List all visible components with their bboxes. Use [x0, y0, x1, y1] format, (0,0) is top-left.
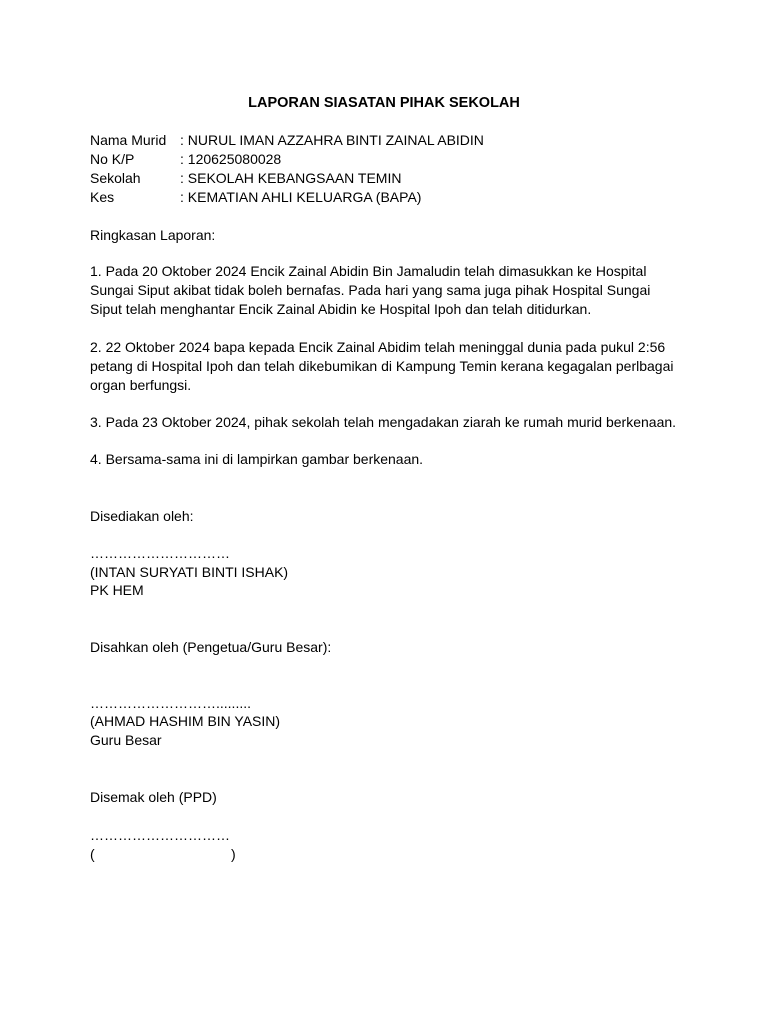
paragraph-line: organ berfungsi. [90, 377, 192, 393]
paragraph-4 [90, 450, 690, 469]
prepared-by-signature-line: ………………………… [90, 545, 230, 561]
summary-heading: Ringkasan Laporan: [90, 227, 216, 243]
prepared-by-name: (INTAN SURYATI BINTI ISHAK) [90, 564, 289, 580]
document-title: LAPORAN SIASATAN PIHAK SEKOLAH [248, 95, 520, 111]
paragraph-line: 3. Pada 23 Oktober 2024, pihak sekolah telah mengadakan ziarah ke rumah murid berkenaan. [90, 414, 677, 430]
field-value-student-name: : NURUL IMAN AZZAHRA BINTI ZAINAL ABIDIN [180, 132, 484, 148]
paragraph-2 [90, 338, 690, 395]
approved-by-role: Guru Besar [90, 732, 162, 748]
field-value-ic-number: : 120625080028 [180, 151, 282, 167]
field-label-school: Sekolah [90, 170, 141, 186]
field-value-school: : SEKOLAH KEBANGSAAN TEMIN [180, 170, 402, 186]
paragraph-3 [90, 413, 690, 432]
approved-by-heading: Disahkan oleh (Pengetua/Guru Besar): [90, 639, 332, 655]
paragraph-line: Siput telah menghantar Encik Zainal Abidin ke Hospital Ipoh dan telah ditidurkan. [90, 301, 592, 317]
prepared-by-heading: Disediakan oleh: [90, 508, 194, 524]
paragraph-line: petang di Hospital Ipoh dan telah dikebumikan di Kampung Temin kerana kegagalan perlbagai [90, 358, 674, 374]
field-label-ic-number: No K/P [90, 151, 135, 167]
field-label-student-name: Nama Murid [90, 132, 167, 148]
field-value-case: : KEMATIAN AHLI KELUARGA (BAPA) [180, 189, 422, 205]
paragraph-line: 1. Pada 20 Oktober 2024 Encik Zainal Abidin Bin Jamaludin telah dimasukkan ke Hospital [90, 263, 647, 279]
reviewed-by-paren-close: ) [231, 846, 236, 862]
reviewed-by-signature-line: ………………………… [90, 827, 230, 843]
reviewed-by-heading: Disemak oleh (PPD) [90, 789, 217, 805]
field-label-case: Kes [90, 189, 115, 205]
prepared-by-role: PK HEM [90, 582, 144, 598]
paragraph-line: 2. 22 Oktober 2024 bapa kepada Encik Zainal Abidim telah meninggal dunia pada pukul 2:56 [90, 339, 666, 355]
approved-by-name: (AHMAD HASHIM BIN YASIN) [90, 713, 281, 729]
approved-by-signature-line: ………………………......... [90, 695, 252, 711]
paragraph-1 [90, 262, 690, 319]
paragraph-line: Sungai Siput akibat tidak boleh bernafas. Pada hari yang sama juga pihak Hospital Sungai [90, 282, 651, 298]
paragraph-line: 4. Bersama-sama ini di lampirkan gambar berkenaan. [90, 451, 424, 467]
reviewed-by-paren-open: ( [90, 846, 95, 862]
